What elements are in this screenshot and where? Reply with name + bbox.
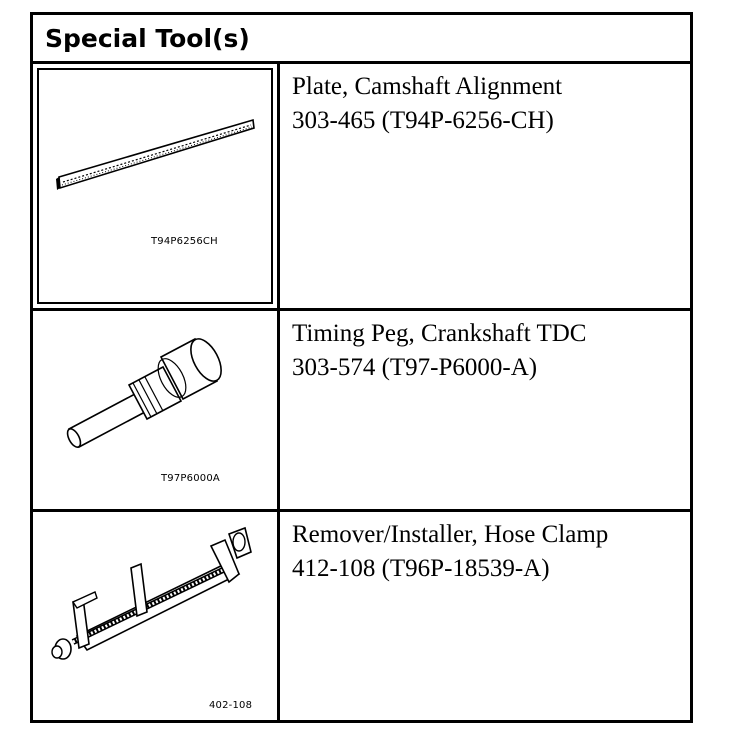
tool-image-cell xyxy=(33,311,280,509)
alignment-plate-icon xyxy=(33,64,277,308)
special-tools-table xyxy=(30,12,693,723)
tool-part-caption: T94P6256CH xyxy=(151,236,218,247)
tool-description xyxy=(280,64,690,308)
tool-description xyxy=(280,512,690,723)
table-title: Special Tool(s) xyxy=(45,23,250,53)
tool-row-hose-clamp xyxy=(33,509,690,723)
tool-number: 412-108 (T96P-18539-A) xyxy=(292,555,550,582)
table-header xyxy=(33,15,690,64)
tool-name: Timing Peg, Crankshaft TDC xyxy=(292,320,587,347)
tool-part-caption: 402-108 xyxy=(209,700,253,711)
tool-number: 303-574 (T97-P6000-A) xyxy=(292,354,538,381)
tool-name: Plate, Camshaft Alignment xyxy=(292,73,563,100)
tool-image-cell xyxy=(33,512,280,723)
tool-part-caption: T97P6000A xyxy=(161,473,220,484)
tool-row-timing-peg xyxy=(33,308,690,509)
hose-clamp-tool-icon xyxy=(33,512,277,723)
tool-name: Remover/Installer, Hose Clamp xyxy=(292,521,609,548)
tool-row-alignment-plate xyxy=(33,61,690,308)
tool-description xyxy=(280,311,690,509)
tool-number: 303-465 (T94P-6256-CH) xyxy=(292,107,554,134)
tool-image-cell xyxy=(33,64,280,308)
timing-peg-icon xyxy=(33,311,277,509)
